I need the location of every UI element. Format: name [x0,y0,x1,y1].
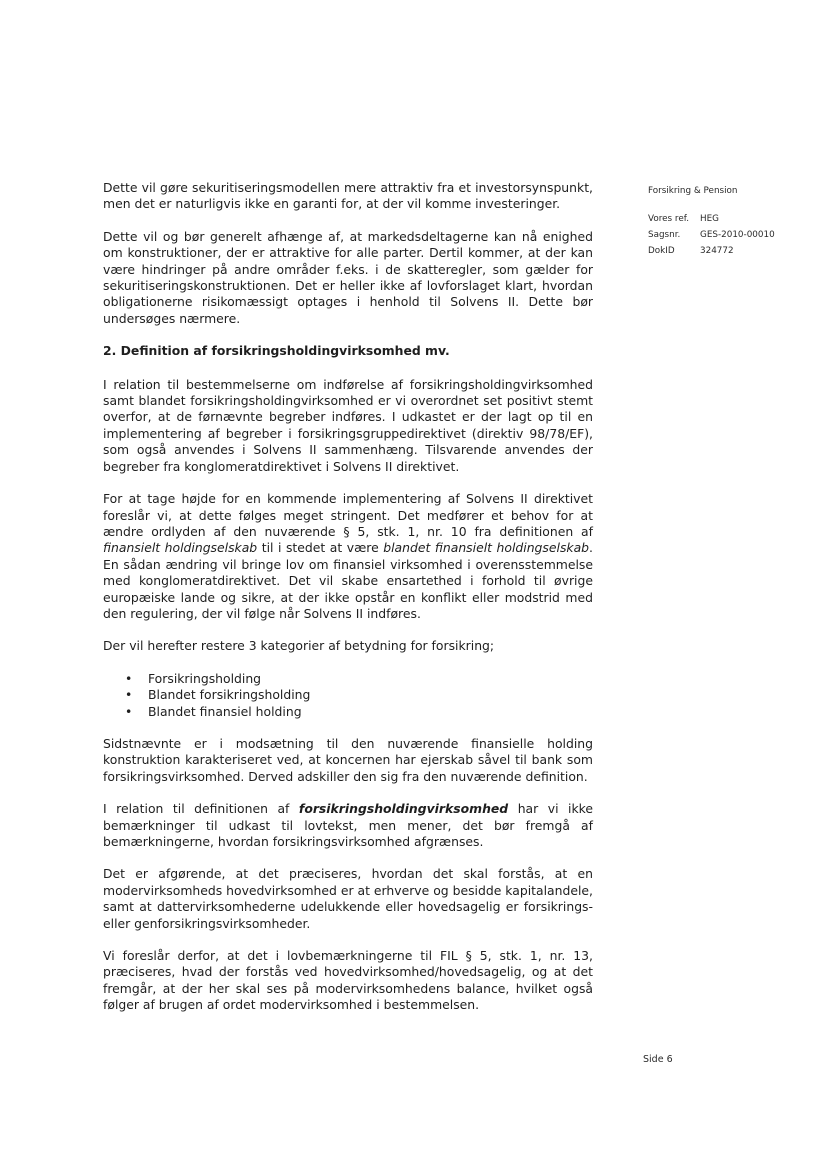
letter-body [103,180,593,1030]
p4-text-b: til i stedet at være [257,540,384,556]
paragraph-market-participants: Dette vil og bør generelt afhænge af, at markedsdeltagerne kan nå enighed om konstruktioner, der er attraktive for alle parter. Dertil kommer, at der kan være hindringer på andre områder f.eks. i de skatteregler, som gælder for sekuritiseringskonstruktionen. Det er heller ikke af lovforslaget klart, hvordan obligationerne risikomæssigt optages i henhold til Solvens II. Dette bør undersøges nærmere. [103,228,593,326]
p7-text-a: I relation til definitionen af [103,801,299,817]
meta-label: Vores ref. [648,214,690,224]
paragraph-proposal: Vi foreslår derfor, at det i lovbemærkningerne til FIL § 5, stk. 1, nr. 13, præciseres, hvad der forstås ved hovedvirksomhed/hovedsagelig, og at det fremgår, at der her skal ses på modervirksomhedens balance, hvilket også følger af brugen af ordet modervirksomhed i bestemmelsen. [103,948,593,1013]
paragraph-solvens-implementation [103,491,593,622]
list-item: • Blandet finansiel holding [148,704,593,720]
meta-value: GES-2010-00010 [700,230,775,240]
sidebar-meta [648,183,798,259]
meta-row-reference [648,211,798,227]
list-item: • Forsikringsholding [148,671,593,687]
list-item: • Blandet forsikringsholding [148,687,593,703]
category-list [103,671,593,720]
paragraph-mixed-financial-holding: Sidstnævnte er i modsætning til den nuværende finansielle holding konstruktion karakteriseret ved, at koncernen har ejerskab såvel til bank som forsikringsvirksomhed. Derved adskiller den sig fra den nuværende definition. [103,735,593,784]
paragraph-clarification: Det er afgørende, at det præciseres, hvordan det skal forstås, at en modervirksomheds hovedvirksomhed er at erhverve og besidde kapitalandele, samt at dattervirksomhederne udelukkende eller hovedsagelig er forsikrings- eller genforsikringsvirksomheder. [103,866,593,931]
meta-label: Sagsnr. [648,230,681,240]
meta-label: DokID [648,246,675,256]
meta-row-doc-id [648,243,798,259]
page-number: Side 6 [643,1054,673,1065]
meta-value: 324772 [700,246,734,256]
p4-text-c: . En sådan ændring vil bringe lov om finansiel virksomhed i overensstemmelse med konglomeratdirektivet. Det vil skabe ensartethed i forhold til øvrige europæiske lande og sikre, at der ikke opstår en konflikt eller modstrid med den regulering, der vil følge når Solvens II indføres. [103,540,593,621]
paragraph-securitization-attractiveness: Dette vil gøre sekuritiseringsmodellen mere attraktiv fra et investorsynspunkt, men det er naturligvis ikke en garanti for, at der vil komme investeringer. [103,180,593,212]
paragraph-definition-remarks [103,801,593,850]
paragraph-holding-relation: I relation til bestemmelserne om indførelse af forsikringsholdingvirksomhed samt blandet forsikringsholdingvirksomhed er vi overordnet set positivt stemt overfor, at de førnævnte begreber indføres. I udkastet er der lagt op til en implementering af begreber i forsikringsgruppedirektivet (direktiv 98/78/EF), som også anvendes i Solvens II sammenhæng. Tilsvarende anvendes der begreber fra konglomeratdirektivet i Solvens II direktivet. [103,376,593,474]
p4-italic-term-2: blandet finansielt holdingselskab [383,540,590,556]
p7-text-b: har vi ikke bemærkninger til udkast til lovtekst, men mener, det bør fremgå af bemærkningerne, hvordan forsikringsvirksomhed afgrænses. [103,801,594,849]
section-heading: 2. Definition af forsikringsholdingvirksomhed mv. [103,343,450,359]
p7-bold-italic-term: forsikringsholdingvirksomhed [298,801,509,817]
meta-value: HEG [700,214,719,224]
paragraph-categories-intro: Der vil herefter restere 3 kategorier af betydning for forsikring; [103,638,495,654]
p4-italic-term-1: finansielt holdingselskab [103,540,258,556]
meta-row-case-number [648,227,798,243]
p4-text-a: For at tage højde for en kommende implementering af Solvens II direktivet foreslår vi, at dette følges meget stringent. Det medfører et behov for at ændre ordlyden af den nuværende § 5, stk. 1, nr. 10 fra definitionen af [103,491,593,539]
organization-name: Forsikring & Pension [648,186,738,196]
